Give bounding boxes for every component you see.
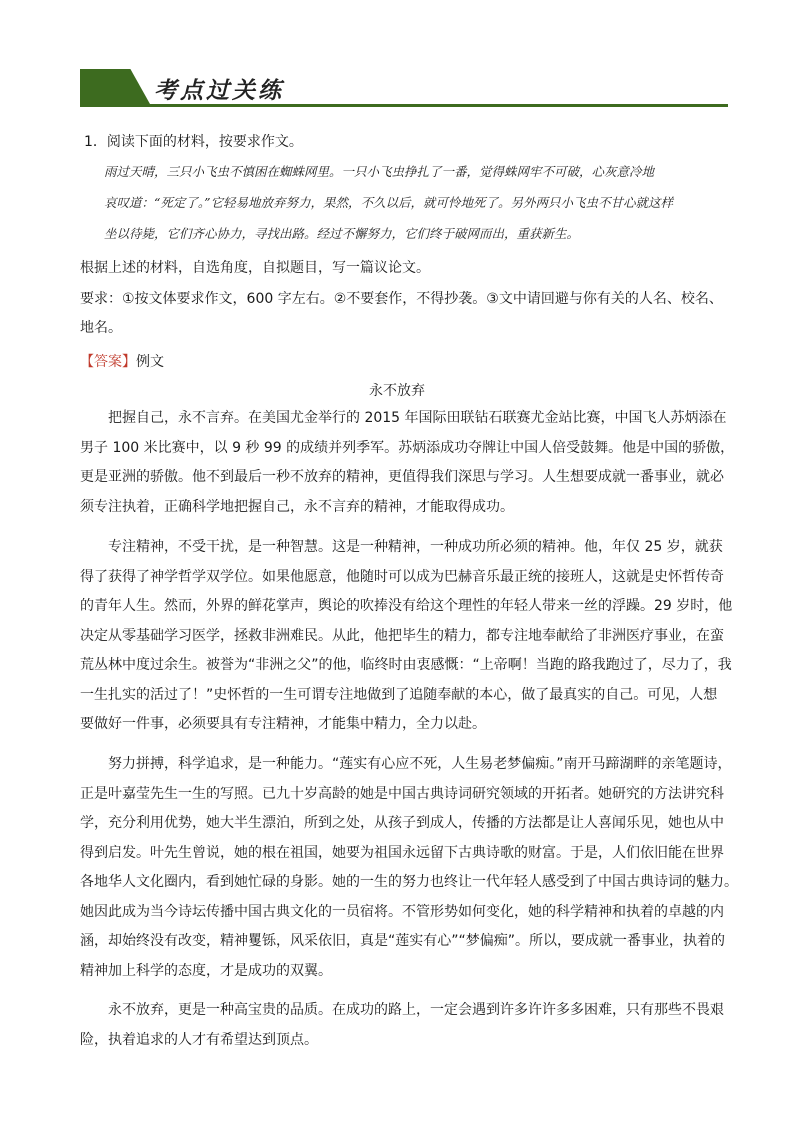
essay-paragraph	[80, 533, 733, 740]
material-line: 雨过天晴，三只小飞虫不慎困在蜘蛛网里。一只小飞虫挣扎了一番，觉得蛛网牢不可破，心灰意冷地	[104, 164, 655, 179]
answer-label: 例文	[136, 354, 164, 370]
banner-underline	[80, 104, 728, 107]
essay-line: 努力拼搏，科学追求，是一种能力。“莲实有心应不死，人生易老梦偏痴。”南开马蹄湖畔的亲笔题诗，	[80, 756, 732, 772]
essay-line: 得到启发。叶先生曾说，她的根在祖国，她要为祖国永远留下古典诗歌的财富。于是，人们依旧能在世界	[80, 844, 724, 861]
essay-line: 更是亚洲的骄傲。他不到最后一秒不放弃的精神，更值得我们深思与学习。人生想要成就一番事业，就必	[80, 469, 724, 485]
material-line: 哀叹道：“死定了。”它轻易地放弃努力，果然，不久以后，就可怜地死了。另外两只小飞虫不甘心就这样	[104, 195, 674, 210]
essay-line: 须专注执着，正确科学地把握自己，永不言弃的精神，才能取得成功。	[80, 498, 514, 515]
essay-paragraph	[80, 750, 738, 986]
essay-line: 专注精神，不受干扰，是一种智慧。这是一种精神，一种成功所必须的精神。他，年仅 25 岁，就获	[80, 539, 723, 555]
question-prompt: 1．阅读下面的材料，按要求作文。	[84, 134, 303, 150]
essay-line: 她因此成为当今诗坛传播中国古典文化的一员宿将。不管形势如何变化，她的科学精神和执着的卓越的内	[80, 903, 724, 920]
essay-line: 各地华人文化圈内，看到她忙碌的身影。她的一生的努力也终让一代年轻人感受到了中国古典诗词的魅力。	[80, 874, 738, 890]
essay-line: 正是叶嘉莹先生一生的写照。已九十岁高龄的她是中国古典诗词研究领域的开拓者。她研究的方法讲究科	[80, 785, 724, 802]
essay-line: 荒丛林中度过余生。被誉为“非洲之父”的他，临终时由衷感慨：“上帝啊！当跑的路我跑过了，尽力了，我	[80, 657, 732, 673]
essay-line: 把握自己，永不言弃。在美国尤金举行的 2015 年国际田联钻石联赛尤金站比赛，中国飞人苏炳添在	[80, 410, 727, 426]
banner-decoration	[80, 69, 150, 104]
essay-line: 要做好一件事，必须要具有专注精神，才能集中精力，全力以赴。	[80, 716, 486, 732]
essay-line: 得了获得了神学哲学双学位。如果他愿意，他随时可以成为巴赫音乐最正统的接班人，这就是史怀哲传奇	[80, 568, 724, 585]
instruction-line: 根据上述的材料，自选角度，自拟题目，写一篇议论文。	[80, 260, 430, 276]
section-title: 考点过关练	[154, 77, 284, 104]
essay-line: 永不放弃，更是一种高宝贵的品质。在成功的路上，一定会遇到许多许许多多困难，只有那些不畏艰	[80, 1002, 724, 1018]
requirements-line: 要求：①按文体要求作文，600 字左右。②不要套作，不得抄袭。③文中请回避与你有关的人名、校名、	[80, 291, 723, 307]
essay-paragraph	[80, 404, 735, 522]
essay-line: 男子 100 米比赛中，以 9 秒 99 的成绩并列季军。苏炳添成功夺牌让中国人倍受鼓舞。他是中国的骄傲，	[80, 439, 735, 456]
requirements-line: 地名。	[80, 320, 122, 336]
answer-heading	[80, 351, 164, 371]
answer-tag: 【答案】	[80, 354, 136, 370]
essay-line: 精神加上科学的态度，才是成功的双翼。	[80, 962, 332, 979]
essay-line: 涵，却始终没有改变，精神矍铄，风采依旧，真是“莲实有心”“梦偏痴”。所以，要成就一番事业，执着的	[80, 933, 726, 949]
essay-line: 学，充分利用优势，她大半生漂泊，所到之处，从孩子到成人，传播的方法都是让人喜闻乐见，她也从中	[80, 815, 724, 831]
essay-title: 永不放弃	[369, 383, 425, 399]
essay-line: 的青年人生。然而，外界的鲜花掌声，舆论的吹捧没有给这个理性的年轻人带来一丝的浮躁。29 岁时，他	[80, 598, 733, 614]
material-line: 坐以待毙，它们齐心协力，寻找出路。经过不懈努力，它们终于破网而出，重获新生。	[104, 226, 580, 241]
essay-line: 决定从零基础学习医学，拯救非洲难民。从此，他把毕生的精力，都专注地奉献给了非洲医疗事业，在蛮	[80, 627, 724, 644]
essay-line: 险，执着追求的人才有希望达到顶点。	[80, 1031, 318, 1048]
essay-paragraph	[80, 996, 724, 1055]
section-banner	[80, 66, 728, 106]
essay-line: 一生扎实的活过了！”史怀哲的一生可谓专注地做到了追随奉献的本心，做了最真实的自己。可见，人想	[80, 686, 718, 703]
